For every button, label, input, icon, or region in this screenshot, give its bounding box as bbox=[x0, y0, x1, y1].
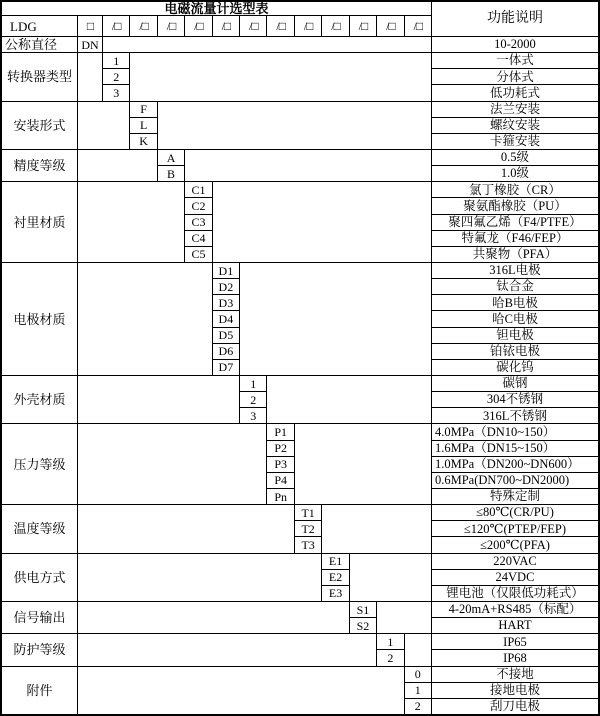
description-cell: ≤200℃(PFA) bbox=[432, 537, 598, 552]
code-cell: D7 bbox=[213, 360, 239, 375]
spacer-cell bbox=[322, 505, 431, 552]
description-cell: 0.5级 bbox=[432, 150, 598, 165]
code-cell: E3 bbox=[322, 586, 348, 601]
description-cell: 螺纹安装 bbox=[432, 118, 598, 133]
spacer-cell bbox=[78, 150, 157, 181]
description-cell: 4-20mA+RS485（标配） bbox=[432, 602, 598, 617]
code-cell: D6 bbox=[213, 344, 239, 359]
description-cell: 钽电极 bbox=[432, 328, 598, 343]
model-slot: /□ bbox=[240, 16, 266, 36]
description-cell: 24VDC bbox=[432, 570, 598, 585]
description-cell: 哈B电极 bbox=[432, 295, 598, 310]
model-slot: /□ bbox=[267, 16, 293, 36]
model-slot: /□ bbox=[377, 16, 403, 36]
model-slot: /□ bbox=[130, 16, 156, 36]
category-label: 信号输出 bbox=[2, 602, 77, 633]
description-cell: 接地电极 bbox=[432, 683, 598, 698]
spacer-cell bbox=[158, 102, 431, 149]
description-cell: 1.6MPa（DN15~150） bbox=[432, 441, 598, 456]
description-cell: 0.6MPa(DN700~DN2000) bbox=[432, 473, 598, 488]
description-cell: IP65 bbox=[432, 634, 598, 649]
spacer-cell bbox=[78, 263, 212, 375]
description-cell: 316L电极 bbox=[432, 263, 598, 278]
code-cell: T3 bbox=[295, 537, 321, 552]
code-cell: C1 bbox=[185, 182, 211, 197]
model-slot: /□ bbox=[405, 16, 431, 36]
description-cell: 碳化钨 bbox=[432, 360, 598, 375]
spacer-cell bbox=[267, 376, 431, 423]
code-cell: D4 bbox=[213, 311, 239, 326]
code-cell: 2 bbox=[405, 699, 431, 714]
spacer-cell bbox=[78, 53, 102, 100]
description-cell: 4.0MPa（DN10~150） bbox=[432, 424, 598, 439]
code-cell: 0 bbox=[405, 667, 431, 682]
spacer-cell bbox=[130, 53, 431, 100]
category-label: 转换器类型 bbox=[2, 53, 77, 100]
code-cell: 3 bbox=[103, 85, 129, 100]
category-label: 供电方式 bbox=[2, 554, 77, 601]
model-slot: /□ bbox=[322, 16, 348, 36]
description-cell: 220VAC bbox=[432, 554, 598, 569]
spacer-cell bbox=[377, 602, 431, 633]
description-cell: 刮刀电极 bbox=[432, 699, 598, 714]
description-cell: 316L不锈钢 bbox=[432, 408, 598, 423]
category-label: 防护等级 bbox=[2, 634, 77, 665]
code-cell: 2 bbox=[377, 650, 403, 665]
code-cell: S1 bbox=[350, 602, 376, 617]
description-cell: ≤80℃(CR/PU) bbox=[432, 505, 598, 520]
code-cell: T2 bbox=[295, 521, 321, 536]
description-cell: 氯丁橡胶（CR） bbox=[432, 182, 598, 197]
code-cell: L bbox=[130, 118, 156, 133]
model-slot: /□ bbox=[295, 16, 321, 36]
spacer-cell bbox=[78, 554, 321, 601]
function-column-header: 功能说明 bbox=[432, 2, 598, 36]
code-cell: 1 bbox=[405, 683, 431, 698]
model-box-slot: □ bbox=[78, 16, 102, 36]
code-cell: D3 bbox=[213, 295, 239, 310]
code-cell: C2 bbox=[185, 198, 211, 213]
description-cell: 特氟龙（F46/FEP） bbox=[432, 231, 598, 246]
description-cell: IP68 bbox=[432, 650, 598, 665]
code-cell: 1 bbox=[377, 634, 403, 649]
model-slot: /□ bbox=[185, 16, 211, 36]
spacer-cell bbox=[78, 182, 184, 262]
description-cell: 共聚物（PFA） bbox=[432, 247, 598, 262]
category-label: 精度等级 bbox=[2, 150, 77, 181]
spacer-cell bbox=[78, 102, 129, 149]
description-cell: 1.0级 bbox=[432, 166, 598, 181]
model-slot: /□ bbox=[103, 16, 129, 36]
spacer-cell bbox=[78, 376, 239, 423]
description-cell: 一体式 bbox=[432, 53, 598, 68]
category-label: 安装形式 bbox=[2, 102, 77, 149]
description-cell: 碳钢 bbox=[432, 376, 598, 391]
description-cell: 1.0MPa（DN200~DN600） bbox=[432, 457, 598, 472]
code-cell: E2 bbox=[322, 570, 348, 585]
model-prefix: LDG bbox=[2, 16, 77, 36]
code-cell: A bbox=[158, 150, 184, 165]
code-cell: 3 bbox=[240, 408, 266, 423]
category-label: 衬里材质 bbox=[2, 182, 77, 262]
code-cell: 2 bbox=[240, 392, 266, 407]
dn-label: 公称直径 bbox=[2, 37, 77, 52]
spacer-cell bbox=[103, 37, 431, 52]
description-cell: ≤120℃(PTEP/FEP) bbox=[432, 521, 598, 536]
code-cell: T1 bbox=[295, 505, 321, 520]
description-cell: 聚四氟乙烯（F4/PTFE） bbox=[432, 215, 598, 230]
code-cell: C3 bbox=[185, 215, 211, 230]
description-cell: 聚氨酯橡胶（PU） bbox=[432, 198, 598, 213]
spacer-cell bbox=[295, 424, 431, 504]
spacer-cell bbox=[78, 424, 266, 504]
code-cell: Pn bbox=[267, 489, 293, 504]
spacer-cell bbox=[78, 667, 404, 714]
category-label: 附件 bbox=[2, 667, 77, 714]
spacer-cell bbox=[78, 505, 294, 552]
description-cell: 法兰安装 bbox=[432, 102, 598, 117]
category-label: 温度等级 bbox=[2, 505, 77, 552]
dn-description: 10-2000 bbox=[432, 37, 598, 52]
code-cell: D5 bbox=[213, 328, 239, 343]
code-cell: P2 bbox=[267, 441, 293, 456]
description-cell: 304不锈钢 bbox=[432, 392, 598, 407]
code-cell: P3 bbox=[267, 457, 293, 472]
description-cell: 不接地 bbox=[432, 667, 598, 682]
code-cell: F bbox=[130, 102, 156, 117]
description-cell: 锂电池（仅限低功耗式） bbox=[432, 586, 598, 601]
code-cell: D2 bbox=[213, 279, 239, 294]
category-label: 电极材质 bbox=[2, 263, 77, 375]
description-cell: 哈C电极 bbox=[432, 311, 598, 326]
description-cell: 铂铱电极 bbox=[432, 344, 598, 359]
code-cell: C5 bbox=[185, 247, 211, 262]
code-cell: S2 bbox=[350, 618, 376, 633]
category-label: 压力等级 bbox=[2, 424, 77, 504]
code-cell: P1 bbox=[267, 424, 293, 439]
code-cell: D1 bbox=[213, 263, 239, 278]
code-cell: 1 bbox=[240, 376, 266, 391]
model-slot: /□ bbox=[350, 16, 376, 36]
spacer-cell bbox=[350, 554, 431, 601]
description-cell: 分体式 bbox=[432, 69, 598, 84]
dn-code: DN bbox=[78, 37, 102, 52]
code-cell: P4 bbox=[267, 473, 293, 488]
code-cell: 2 bbox=[103, 69, 129, 84]
code-cell: 1 bbox=[103, 53, 129, 68]
spacer-cell bbox=[405, 634, 431, 665]
description-cell: 钛合金 bbox=[432, 279, 598, 294]
description-cell: 卡箍安装 bbox=[432, 134, 598, 149]
code-cell: B bbox=[158, 166, 184, 181]
code-cell: E1 bbox=[322, 554, 348, 569]
description-cell: 特殊定制 bbox=[432, 489, 598, 504]
spacer-cell bbox=[78, 602, 349, 633]
spacer-cell bbox=[185, 150, 431, 181]
model-slot: /□ bbox=[158, 16, 184, 36]
spacer-cell bbox=[213, 182, 431, 262]
code-cell: K bbox=[130, 134, 156, 149]
description-cell: HART bbox=[432, 618, 598, 633]
code-cell: C4 bbox=[185, 231, 211, 246]
table-title: 电磁流量计选型表 bbox=[2, 2, 431, 15]
model-slot: /□ bbox=[213, 16, 239, 36]
spacer-cell bbox=[240, 263, 431, 375]
spacer-cell bbox=[78, 634, 376, 665]
description-cell: 低功耗式 bbox=[432, 85, 598, 100]
category-label: 外壳材质 bbox=[2, 376, 77, 423]
